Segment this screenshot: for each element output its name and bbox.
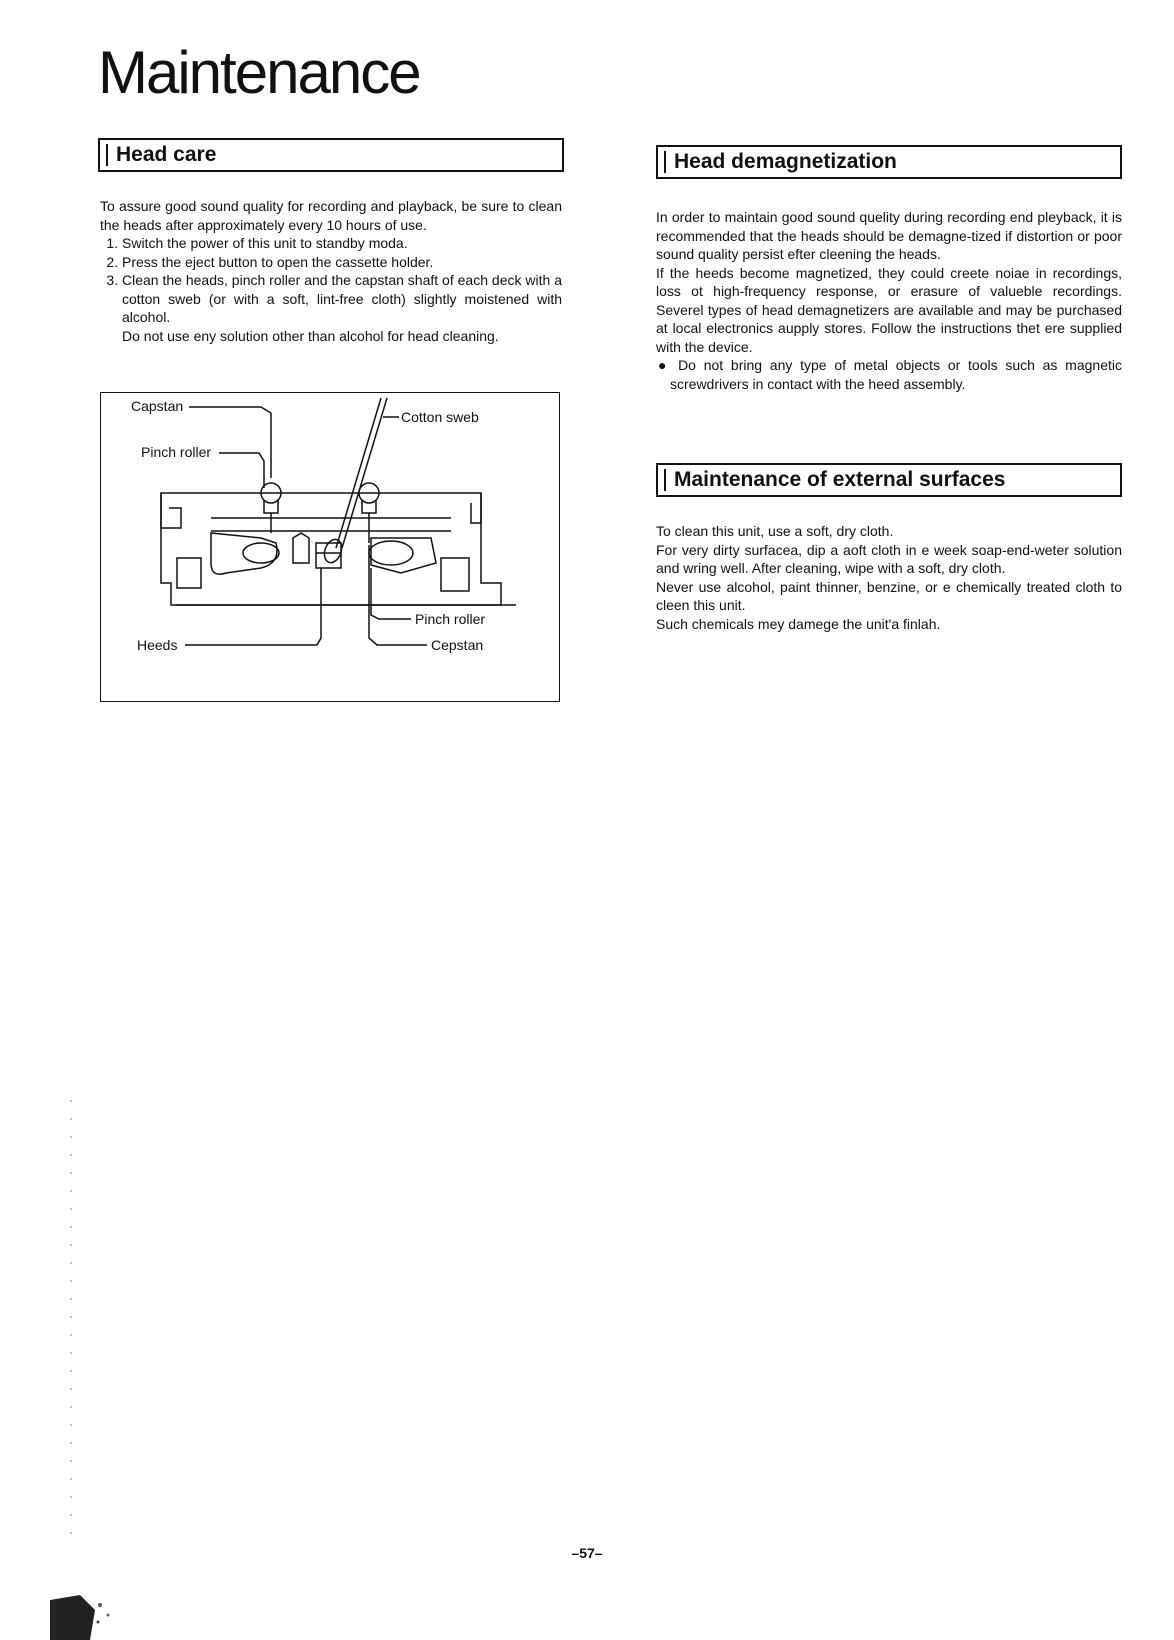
head-care-heading — [98, 138, 564, 172]
scan-artifact — [50, 1590, 120, 1640]
demag-heading — [656, 145, 1122, 179]
cassette-deck-illustration — [101, 393, 561, 703]
page-number: –57– — [571, 1545, 603, 1561]
demag-bullet: ● Do not bring any type of metal objects or tools such as magnetic screwdrivers in contact with the heed assembly. — [658, 357, 1122, 392]
head-care-step-3: 3. Clean the heads, pinch roller and the capstan shaft of each deck with a cotton sweb (or with a soft, lint-free cloth) slightly moistened with alcohol. — [122, 271, 562, 327]
demag-para-1: In order to maintain good sound quelity during recording end pleyback, it is recommended that the heads should be demagne-tized if distortion or poor sound quality persist efter cleening the heads. — [656, 209, 1122, 262]
head-care-step-2: 2. Press the eject button to open the cassette holder. — [122, 253, 562, 272]
demag-body — [656, 208, 1122, 393]
external-line-4: Such chemicals mey damege the unit'a finlah. — [656, 615, 941, 632]
head-care-body — [100, 197, 562, 345]
demag-heading-text: Head demagnetization — [674, 150, 897, 173]
head-care-note: Do not use eny solution other than alcohol for head cleaning. — [122, 327, 499, 344]
external-heading-text: Maintenance of external surfaces — [674, 468, 1006, 491]
scan-dots — [70, 1100, 72, 1550]
label-pinch-roller-right: Pinch roller — [415, 611, 486, 627]
label-cotton-swab: Cotton sweb — [401, 409, 479, 425]
external-line-3: Never use alcohol, paint thinner, benzine, or e chemically treated cloth to cleen this unit. — [656, 578, 1122, 613]
demag-bullet-text: Do not bring any type of metal objects or tools such as magnetic screwdrivers in contact with the heed assembly. — [670, 357, 1122, 392]
head-care-diagram — [100, 392, 560, 702]
label-capstan-top: Capstan — [131, 398, 184, 414]
head-care-steps — [100, 234, 562, 327]
page-title: Maintenance — [98, 39, 420, 106]
label-capstan-bottom: Cepstan — [431, 637, 484, 653]
head-care-heading-text: Head care — [116, 143, 217, 166]
demag-para-2: If the heeds become magnetized, they could creete noiae in recordings, loss ot high-frequency response, or erasure of valueble recordings. Severel types of head demagnetizers are available and may be purchased at local electronics aupply stores. Follow the instructions thet ere supplied with the device. — [656, 264, 1122, 355]
label-heads: Heeds — [137, 637, 178, 653]
external-line-2: For very dirty surfacea, dip a aoft cloth in e week soap-end-weter solution and wring well. After cleaning, wipe with a soft, dry cloth. — [656, 541, 1122, 576]
head-care-step-1: 1. Switch the power of this unit to standby moda. — [122, 234, 562, 253]
external-body — [656, 522, 1122, 633]
head-care-intro: To assure good sound quality for recording and playback, be sure to clean the heads after approximately every 10 hours of use. — [100, 198, 562, 233]
external-heading — [656, 463, 1122, 497]
label-pinch-roller-left: Pinch roller — [141, 444, 212, 460]
external-line-1: To clean this unit, use a soft, dry cloth. — [656, 523, 894, 539]
